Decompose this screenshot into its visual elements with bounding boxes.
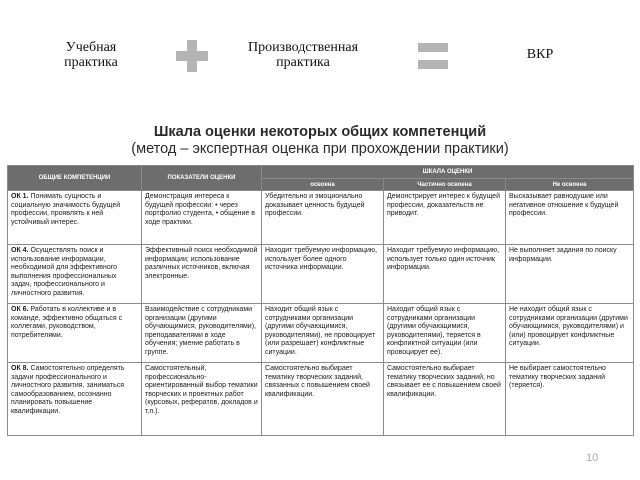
competence-code: ОК 1. [11, 193, 29, 200]
competence-text: Самостоятельно определять задачи профессионального и личностного развития, заниматься самообразованием, осознанно планировать повышение квалификации. [11, 365, 125, 415]
competence-text: Работать в коллективе и в команде, эффективно общаться с коллегами, руководством, потребителями. [11, 306, 123, 339]
practice-production-label: Производственная практика [247, 40, 359, 70]
competence-code: ОК 8. [11, 365, 29, 372]
competence-text: Понимать сущность и социальную значимость будущей профессии, проявлять к ней устойчивый интерес. [11, 193, 121, 226]
competence-text: Осуществлять поиск и использование информации, необходимой для эффективного выполнения профессиональных задач, профессионального и личностного развития. [11, 247, 118, 297]
competence-cell [8, 245, 142, 304]
competence-cell [8, 304, 142, 363]
table-row [8, 245, 634, 304]
competence-cell [8, 363, 142, 436]
competence-table [7, 165, 634, 436]
mastered-cell: Находит требуемую информацию, использует более одного источника информации. [262, 245, 384, 304]
indicator-cell: Эффективный поиск необходимой информации; использование различных источников, включая электронные. [142, 245, 262, 304]
plus-icon [176, 40, 208, 72]
table-row [8, 304, 634, 363]
competence-code: ОК 4. [11, 247, 29, 254]
not-mastered-cell: Не выполняет задания по поиску информации. [506, 245, 634, 304]
competence-cell [8, 191, 142, 245]
header-not-mastered: Не освоена [506, 179, 634, 191]
partial-cell: Самостоятельно выбирает тематику творческих заданий, но связывает ее с повышением своей квалификации. [384, 363, 506, 436]
vkr-label: ВКР [526, 47, 554, 62]
mastered-cell: Убедительно и эмоционально доказывает ценность будущей профессии. [262, 191, 384, 245]
partial-cell: Находит требуемую информацию, использует только один источник информации. [384, 245, 506, 304]
not-mastered-cell: Не выбирает самостоятельно тематику творческих заданий (теряется). [506, 363, 634, 436]
indicator-cell: Демонстрация интереса к будущей профессии: • через портфолио студента, • общение в ходе практики. [142, 191, 262, 245]
equals-icon [418, 43, 448, 69]
indicator-cell: Взаимодействие с сотрудниками организации (другими обучающимися, руководителями), преподавателями в ходе обучения; умение работать в группе. [142, 304, 262, 363]
header-partial: Частично освоена [384, 179, 506, 191]
header-indicators: ПОКАЗАТЕЛИ ОЦЕНКИ [142, 166, 262, 191]
header-mastered: освоена [262, 179, 384, 191]
not-mastered-cell: Не находит общий язык с сотрудниками организации (другими обучающимися, руководителями) и (или) провоцирует конфликтные ситуации. [506, 304, 634, 363]
header-scale: ШКАЛА ОЦЕНКИ [262, 166, 634, 179]
mastered-cell: Самостоятельно выбирает тематику творческих заданий, связанных с повышением своей квалификации. [262, 363, 384, 436]
indicator-cell: Самостоятельный, профессионально-ориентированный выбор тематики творческих и проектных работ (курсовых, рефератов, докладов и т.п.). [142, 363, 262, 436]
header-competence: ОБЩИЕ КОМПЕТЕНЦИИ [8, 166, 142, 191]
practice-educational-label: Учебная практика [64, 40, 118, 70]
page-title: Шкала оценки некоторых общих компетенций [153, 124, 487, 140]
table-row [8, 363, 634, 436]
competence-code: ОК 6. [11, 306, 29, 313]
page-subtitle: (метод – экспертная оценка при прохождении практики) [131, 141, 509, 157]
page-number: 10 [586, 452, 599, 464]
partial-cell: Демонстрирует интерес к будущей профессии, доказательств не приводит. [384, 191, 506, 245]
partial-cell: Находит общий язык с сотрудниками организации (другими обучающимися, руководителями), теряется в конфликтной ситуации (или провоцирует ее). [384, 304, 506, 363]
mastered-cell: Находит общий язык с сотрудниками организации (другими обучающимися, руководителями), не провоцирует (или разрешает) конфликтные ситуации. [262, 304, 384, 363]
not-mastered-cell: Высказывает равнодушие или негативное отношение к будущей профессии. [506, 191, 634, 245]
table-row [8, 191, 634, 245]
